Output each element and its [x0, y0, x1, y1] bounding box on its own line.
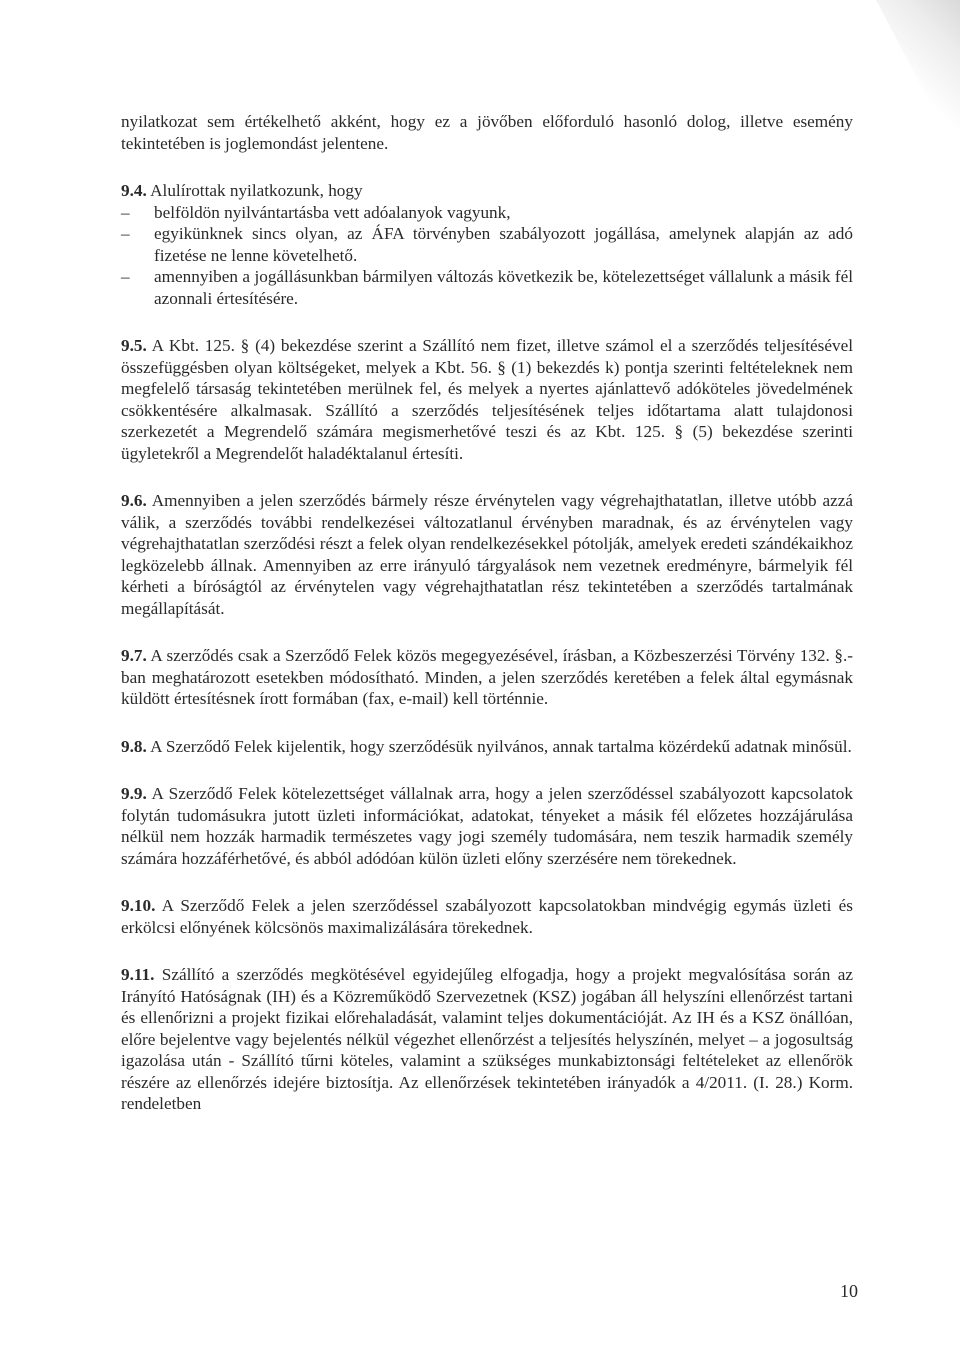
section-text: A Szerződő Felek kijelentik, hogy szerződésük nyilvános, annak tartalma közérdekű adatnak minősül.	[150, 736, 852, 756]
section-9-6	[121, 490, 853, 619]
list-item	[121, 223, 853, 266]
section-number: 9.4.	[121, 181, 147, 200]
section-text: Szállító a szerződés megkötésével egyidejűleg elfogadja, hogy a projekt megvalósítása során az Irányító Hatóságnak (IH) és a Közreműködő Szervezetnek (KSZ) jogában áll helyszíni ellenőrzést tartani és ellenőrizni a projekt fizikai előrehaladását, valamint teljes dokumentációját. Az IH és a KSZ önállóan, előre bejelentve vagy bejelentés nélkül végezhet ellenőrzést a teljesítés helyszínén, melyet – a jogosultság igazolása után - Szállító tűrni köteles, valamint a szükséges munkabiztonsági feltételeket az ellenőrök részére az ellenőrzés idejére biztosítja. Az ellenőrzések tekintetében irányadók a 4/2011. (I. 28.) Korm. rendeletben	[121, 965, 854, 1113]
section-text: Amennyiben a jelen szerződés bármely része érvénytelen vagy végrehajthatatlan, illetve utóbb azzá válik, a szerződés további rendelkezései változatlanul érvényben maradnak, és az érvénytelen vagy végrehajthatatlan szerződési részt a felek olyan rendelkezésekkel pótolják, amelyek eredeti szándékaikhoz legközelebb állnak. Amennyiben az erre irányuló tárgyalások nem vezetnek eredményre, bármelyik fél kérheti a bíróságtól az érvénytelen vagy végrehajthatatlan rész tekintetében a szerződés tartalmának megállapítását.	[121, 491, 853, 618]
section-number: 9.5.	[121, 336, 147, 355]
list-item-text: egyikünknek sincs olyan, az ÁFA törvényben szabályozott jogállása, amelynek alapján az adó fizetése ne lenne követelhető.	[154, 224, 853, 265]
dash-bullet: –	[121, 267, 130, 286]
section-9-9	[121, 783, 853, 869]
section-text: Alulírottak nyilatkozunk, hogy	[150, 181, 363, 200]
section-9-10	[121, 895, 853, 938]
section-number: 9.7.	[121, 646, 147, 665]
section-9-7	[121, 645, 853, 710]
section-9-8	[121, 736, 853, 758]
section-9-5	[121, 335, 853, 464]
list-item	[121, 266, 853, 309]
continuation-paragraph: nyilatkozat sem értékelhető akként, hogy ez a jövőben előforduló hasonló dolog, illetve esemény tekintetében is joglemondást jelentene.	[121, 112, 853, 153]
section-number: 9.11.	[121, 965, 155, 984]
page-number: 10	[840, 1281, 858, 1301]
dash-bullet: –	[121, 202, 130, 222]
section-number: 9.6.	[121, 491, 147, 510]
bullet-list	[121, 202, 853, 310]
list-item-text: belföldön nyilvántartásba vett adóalanyok vagyunk,	[154, 202, 511, 222]
section-text: A szerződés csak a Szerződő Felek közös megegyezésével, írásban, a Közbeszerzési Törvény 132. §.-ban meghatározott esetekben módosítható. Minden, a jelen szerződés keretében a felek által egymásnak küldött értesítésnek írott formában (fax, e-mail) kell történnie.	[121, 646, 853, 708]
list-item-text: amennyiben a jogállásunkban bármilyen változás következik be, kötelezettséget vállalunk a másik fél azonnali értesítésére.	[154, 267, 853, 308]
section-number: 9.8.	[121, 736, 147, 756]
section-number: 9.10.	[121, 896, 156, 915]
section-text: A Szerződő Felek kötelezettséget vállalnak arra, hogy a jelen szerződéssel szabályozott kapcsolatok folytán tudomásukra jutott üzleti információkat, adatokat, tényeket a másik fél előzetes hozzájárulása nélkül nem hozzák harmadik természetes vagy jogi személy tudomására, nem teszik harmadik személy számára hozzáférhetővé, és abból adódóan külön üzleti előny szerzésére nem törekednek.	[121, 784, 853, 868]
list-item	[121, 202, 853, 224]
dash-bullet: –	[121, 224, 130, 243]
section-number: 9.9.	[121, 784, 147, 803]
section-9-4	[121, 180, 853, 309]
document-body	[121, 111, 853, 1141]
section-9-4-intro	[121, 180, 853, 202]
section-text: A Kbt. 125. § (4) bekezdése szerint a Szállító nem fizet, illetve számol el a szerződés teljesítésével összefüggésben olyan költségeket, melyek a Kbt. 56. § (1) bekezdés k) pontja szerinti feltételeknek nem megfelelő társaság tekintetében merülnek fel, és melyek a nyertes ajánlattevő adóköteles jövedelmének csökkentésére alkalmasak. Szállító a szerződés teljesítésének teljes időtartama alatt tulajdonosi szerkezetét a Megrendelő számára megismerhetővé teszi és az Kbt. 125. § (5) bekezdése szerinti ügyletekről a Megrendelőt haladéktalanul értesíti.	[121, 336, 853, 463]
section-text: A Szerződő Felek a jelen szerződéssel szabályozott kapcsolatokban mindvégig egymás üzleti és erkölcsi előnyének kölcsönös maximalizálására törekednek.	[121, 896, 853, 937]
section-9-11	[121, 964, 853, 1115]
